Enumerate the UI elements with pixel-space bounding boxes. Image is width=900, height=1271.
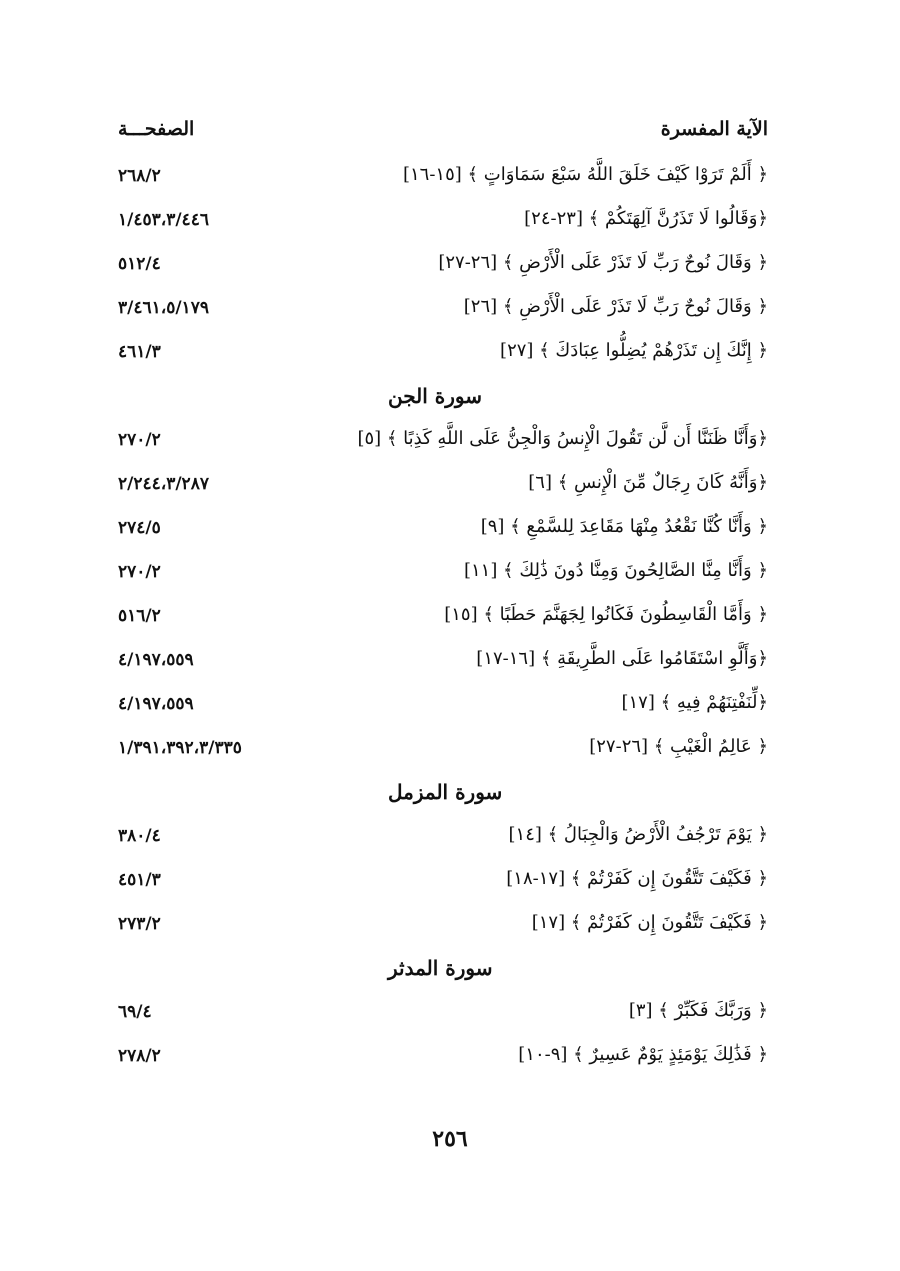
index-row <box>118 334 768 378</box>
page-reference: ٤٥١/٣ <box>118 870 161 890</box>
page-reference: ٢٧٣/٢ <box>118 914 161 934</box>
verse-text: ﴿لِّنَفْتِنَهُمْ فِيهِ ﴾ [١٧] <box>621 692 768 713</box>
page-number: ٢٥٦ <box>432 1126 468 1152</box>
verse-text: ﴿ فَكَيْفَ تَتَّقُونَ إِن كَفَرْتُمْ ﴾ [١٧] <box>531 912 768 933</box>
verse-text: ﴿ وَرَبَّكَ فَكَبِّرْ ﴾ [٣] <box>628 1000 768 1021</box>
page-column-header: الصفحـــة <box>118 118 195 140</box>
page-reference: ٢٧٠/٢ <box>118 430 161 450</box>
index-row <box>118 246 768 290</box>
sura-title: سورة الجن <box>388 384 482 408</box>
verse-text: ﴿ يَوْمَ تَرْجُفُ الْأَرْضُ وَالْجِبَالُ ﴾ [١٤] <box>508 824 768 845</box>
verse-text: ﴿ وَأَمَّا الْقَاسِطُونَ فَكَانُوا لِجَهَنَّمَ حَطَبًا ﴾ [١٥] <box>444 604 768 625</box>
verse-text: ﴿ إِنَّكَ إِن تَذَرْهُمْ يُضِلُّوا عِبَادَكَ ﴾ [٢٧] <box>500 340 768 361</box>
verse-text: ﴿وَقَالُوا لَا تَذَرُنَّ آلِهَتَكُمْ ﴾ [٢٣-٢٤] <box>524 208 768 229</box>
sura-heading-jinn <box>118 378 768 422</box>
index-row <box>118 466 768 510</box>
page-reference: ٢٧٠/٢ <box>118 562 161 582</box>
page-reference: ٣/٤٦١،٥/١٧٩ <box>118 298 209 318</box>
index-row <box>118 818 768 862</box>
index-row <box>118 862 768 906</box>
page-reference: ٢/٢٤٤،٣/٢٨٧ <box>118 474 209 494</box>
verse-text: ﴿وَأَنَّهُ كَانَ رِجَالٌ مِّنَ الْإِنسِ ﴾ [٦] <box>528 472 768 493</box>
page-reference: ٤/١٩٧،٥٥٩ <box>118 650 194 670</box>
page-reference: ٢٧٤/٥ <box>118 518 161 538</box>
index-row <box>118 642 768 686</box>
verse-text: ﴿وَأَنَّا ظَنَنَّا أَن لَّن تَقُولَ الْإِنسُ وَالْجِنُّ عَلَى اللَّهِ كَذِبًا ﴾ [٥] <box>357 428 768 449</box>
sura-heading-muzzammil <box>118 774 768 818</box>
verse-text: ﴿وَأَلَّوِ اسْتَقَامُوا عَلَى الطَّرِيقَةِ ﴾ [١٦-١٧] <box>476 648 768 669</box>
page-reference: ٥١٦/٢ <box>118 606 161 626</box>
page-reference: ١/٣٩١،٣٩٢،٣/٣٣٥ <box>118 738 242 758</box>
index-row <box>118 598 768 642</box>
index-row <box>118 290 768 334</box>
index-row <box>118 994 768 1038</box>
index-row <box>118 554 768 598</box>
index-row <box>118 730 768 774</box>
index-row <box>118 686 768 730</box>
verse-text: ﴿ وَأَنَّا مِنَّا الصَّالِحُونَ وَمِنَّا دُونَ ذَٰلِكَ ﴾ [١١] <box>463 560 768 581</box>
index-row <box>118 158 768 202</box>
page-reference: ٤٦١/٣ <box>118 342 161 362</box>
sura-title: سورة المزمل <box>388 780 503 804</box>
sura-title: سورة المدثر <box>388 956 493 980</box>
page-reference: ٥١٢/٤ <box>118 254 161 274</box>
verse-text: ﴿ وَأَنَّا كُنَّا نَقْعُدُ مِنْهَا مَقَاعِدَ لِلسَّمْعِ ﴾ [٩] <box>480 516 768 537</box>
index-entries <box>118 158 768 1082</box>
verse-text: ﴿ فَذَٰلِكَ يَوْمَئِذٍ يَوْمٌ عَسِيرٌ ﴾ [٩-١٠] <box>518 1044 768 1065</box>
verse-text: ﴿ وَقَالَ نُوحٌ رَبِّ لَا تَذَرْ عَلَى الْأَرْضِ ﴾ [٢٦] <box>463 296 768 317</box>
page-reference: ٢٧٨/٢ <box>118 1046 161 1066</box>
page-reference: ٣٨٠/٤ <box>118 826 161 846</box>
page-reference: ٦٩/٤ <box>118 1002 152 1022</box>
index-row <box>118 202 768 246</box>
index-row <box>118 906 768 950</box>
verse-text: ﴿ فَكَيْفَ تَتَّقُونَ إِن كَفَرْتُمْ ﴾ [١٧-١٨] <box>506 868 768 889</box>
index-row <box>118 510 768 554</box>
index-row <box>118 1038 768 1082</box>
table-header <box>118 118 768 152</box>
page-reference: ٢٦٨/٢ <box>118 166 161 186</box>
verse-text: ﴿ عَالِمُ الْغَيْبِ ﴾ [٢٦-٢٧] <box>589 736 768 757</box>
page-reference: ١/٤٥٣،٣/٤٤٦ <box>118 210 209 230</box>
page-reference: ٤/١٩٧،٥٥٩ <box>118 694 194 714</box>
verse-text: ﴿ وَقَالَ نُوحٌ رَبِّ لَا تَذَرْ عَلَى الْأَرْضِ ﴾ [٢٦-٢٧] <box>438 252 768 273</box>
verse-column-header: الآية المفسرة <box>660 118 768 140</box>
sura-heading-muddaththir <box>118 950 768 994</box>
index-row <box>118 422 768 466</box>
verse-text: ﴿ أَلَمْ تَرَوْا كَيْفَ خَلَقَ اللَّهُ سَبْعَ سَمَاوَاتٍ ﴾ [١٥-١٦] <box>402 164 768 185</box>
